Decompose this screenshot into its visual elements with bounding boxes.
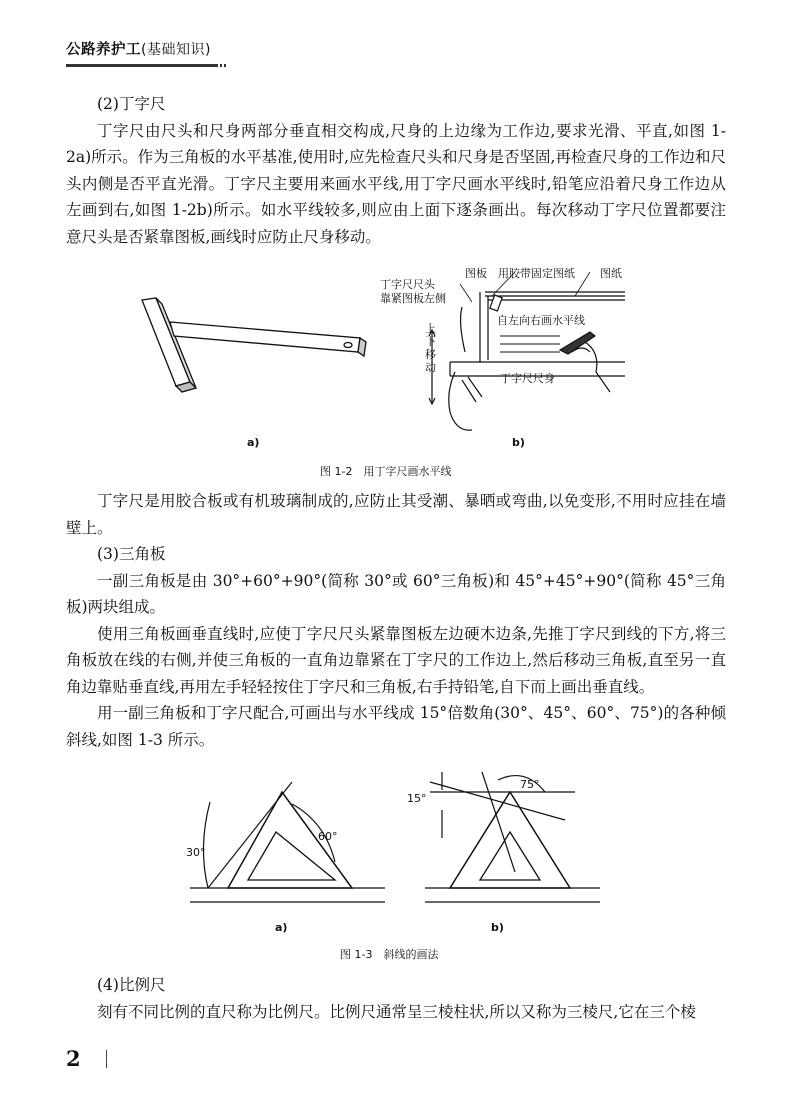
page-number-bar xyxy=(106,1050,107,1068)
heading-scale: (4)比例尺 xyxy=(97,976,166,994)
label-move: 上下移动 xyxy=(425,322,436,374)
section-triangle xyxy=(66,541,726,753)
subfig-b-label: b) xyxy=(491,921,504,934)
paragraph: 丁字尺由尺头和尺身两部分垂直相交构成,尺身的上边缘为工作边,要求光滑、平直,如图 1-2a)所示。作为三角板的水平基准,使用时,应先检查尺头和尺身是否坚固,再检查尺身的工作边和尺头内侧是否平直光滑。丁字尺主要用来画水平线,用丁字尺画水平线时,铅笔应沿着尺身工作边从左画到右,如图 1-2b)所示。如水平线较多,则应由上面下逐条画出。每次移动丁字尺位置都要注意尺头是否紧靠图板,画线时应防止尺身移动。 xyxy=(66,121,726,246)
subfig-b-label: b) xyxy=(512,436,525,449)
label-body: 丁字尺尺身 xyxy=(500,372,555,385)
paragraph: 一副三角板是由 30°+60°+90°(简称 30°或 60°三角板)和 45°+45°+90°(简称 45°三角板)两块组成。 xyxy=(66,571,726,616)
header-rule xyxy=(66,64,216,67)
paragraph: 用一副三角板和丁字尺配合,可画出与水平线成 15°倍数角(30°、45°、60°、75°)的各种倾斜线,如图 1-3 所示。 xyxy=(66,704,726,749)
t-square-drawing xyxy=(142,298,366,392)
paragraph: 使用三角板画垂直线时,应使丁字尺尺头紧靠图板左边硬木边条,先推丁字尺到线的下方,将三角板放在线的右侧,并使三角板的一直角边靠紧在丁字尺的工作边上,然后移动三角板,直至另一直角边靠贴垂直线,再用左手轻轻按住丁字尺和三角板,右手持铅笔,自下而上画出垂直线。 xyxy=(66,624,726,696)
heading-t-square: (2)丁字尺 xyxy=(97,95,166,113)
angle-15-label: 15° xyxy=(407,792,427,805)
angle-75-label: 75° xyxy=(520,778,540,791)
heading-triangle: (3)三角板 xyxy=(97,545,166,563)
header-subtitle: (基础知识) xyxy=(141,42,211,58)
header-title xyxy=(66,38,211,59)
t-square-usage-drawing xyxy=(429,272,625,430)
label-board: 图板 xyxy=(465,267,487,280)
subfig-a-label: a) xyxy=(275,921,288,934)
label-paper: 图纸 xyxy=(600,267,622,280)
page-number: 2 xyxy=(66,1046,81,1071)
paragraph: 丁字尺是用胶合板或有机玻璃制成的,应防止其受潮、暴晒或弯曲,以免变形,不用时应挂在墙壁上。 xyxy=(66,492,726,537)
angle-60-label: 60° xyxy=(318,830,338,843)
figure-1-3 xyxy=(180,762,620,932)
header-title-main: 公路养护工 xyxy=(66,42,141,58)
label-head-2: 靠紧图板左侧 xyxy=(380,292,446,305)
paragraph: 刻有不同比例的直尺称为比例尺。比例尺通常呈三棱柱状,所以又称为三棱尺,它在三个棱 xyxy=(97,1002,696,1021)
header-rule-dots xyxy=(216,64,228,67)
label-direction: 自左向右画水平线 xyxy=(497,314,585,327)
angle-30-label: 30° xyxy=(186,846,206,859)
label-head: 丁字尺尺头 xyxy=(380,278,435,291)
label-tape: 用胶带固定图纸 xyxy=(498,267,575,280)
subfig-a-label: a) xyxy=(247,436,260,449)
section-after xyxy=(66,488,726,541)
section-scale xyxy=(66,972,726,1025)
figure-1-3-caption: 图 1-3 斜线的画法 xyxy=(340,948,439,961)
figure-1-2-caption: 图 1-2 用丁字尺画水平线 xyxy=(320,465,452,478)
section-t-square xyxy=(66,91,726,250)
